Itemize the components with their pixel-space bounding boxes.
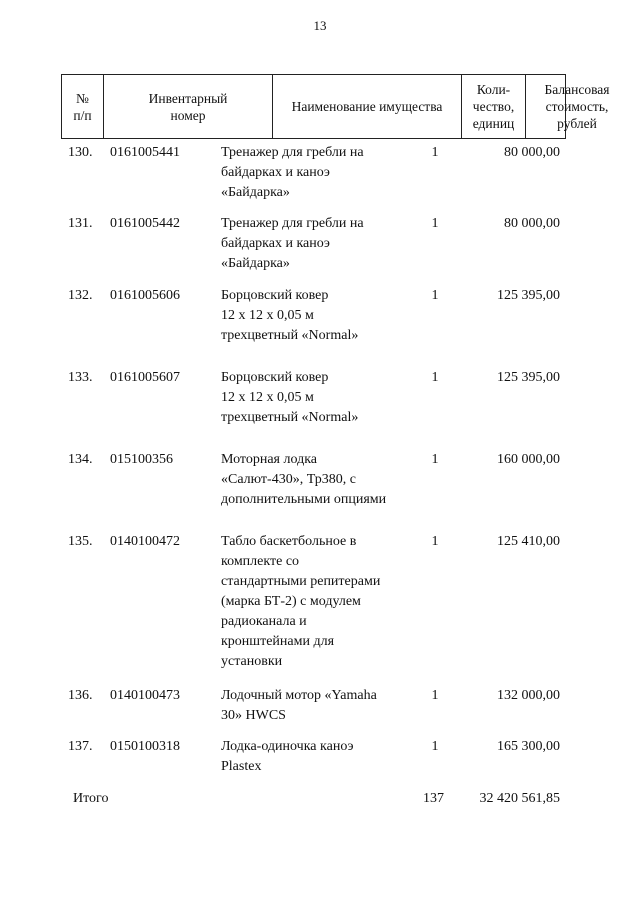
row-item-name-line: Лодка-одиночка каноэ [221, 739, 354, 754]
row-item-name-line: «Салют-430», Тр380, с [221, 472, 356, 487]
row-cost: 80 000,00 [504, 216, 560, 231]
row-inventory-number: 0161005441 [110, 145, 180, 160]
row-item-name-line: установки [221, 654, 283, 669]
row-item-name-line: байдарках и каноэ [221, 165, 330, 180]
row-item-name-line: стандартными репитерами [221, 574, 381, 589]
row-quantity: 1 [431, 370, 439, 385]
table-header [61, 74, 610, 139]
page-number: 13 [313, 18, 327, 33]
row-number: 137. [68, 739, 93, 754]
row-item-name-line: Моторная лодка [221, 452, 318, 467]
row-cost: 80 000,00 [504, 145, 560, 160]
row-quantity: 1 [431, 452, 439, 467]
row-number: 135. [68, 534, 93, 549]
header-qty: Коли- чество, единиц [462, 75, 526, 138]
row-item-name-line: Тренажер для гребли на [221, 145, 364, 160]
row-quantity: 1 [431, 739, 439, 754]
total-qty: 137 [423, 791, 444, 806]
header-name: Наименование имущества [273, 75, 462, 138]
row-quantity: 1 [431, 688, 439, 703]
total-cost: 32 420 561,85 [479, 791, 560, 806]
row-item-name-line: дополнительными опциями [221, 492, 387, 507]
row-inventory-number: 0140100472 [110, 534, 180, 549]
total-label: Итого [73, 791, 109, 806]
row-cost: 125 395,00 [497, 370, 560, 385]
row-quantity: 1 [431, 534, 439, 549]
row-number: 134. [68, 452, 93, 467]
row-item-name-line: Plastex [221, 759, 262, 774]
row-item-name-line: (марка БТ-2) с модулем [221, 594, 361, 609]
row-item-name-line: Лодочный мотор «Yamaha [221, 688, 377, 703]
row-number: 131. [68, 216, 93, 231]
header-inventory: Инвентарный номер [104, 75, 273, 138]
row-item-name-line: 12 х 12 х 0,05 м [221, 308, 314, 323]
row-item-name [221, 368, 406, 428]
row-item-name [221, 143, 406, 203]
row-inventory-number: 0150100318 [110, 739, 180, 754]
row-item-name-line: 30» HWCS [221, 708, 286, 723]
row-item-name-line: комплекте со [221, 554, 300, 569]
row-inventory-number: 015100356 [110, 452, 173, 467]
row-number: 132. [68, 288, 93, 303]
row-number: 133. [68, 370, 93, 385]
row-item-name-line: Табло баскетбольное в [221, 534, 357, 549]
header-cost: Балансовая стоимость, рублей [544, 82, 610, 131]
row-item-name-line: байдарках и каноэ [221, 236, 330, 251]
row-number: 130. [68, 145, 93, 160]
row-item-name [221, 450, 406, 510]
row-number: 136. [68, 688, 93, 703]
row-quantity: 1 [431, 145, 439, 160]
row-cost: 165 300,00 [497, 739, 560, 754]
row-item-name [221, 737, 406, 777]
row-item-name [221, 532, 406, 672]
row-item-name [221, 286, 406, 346]
row-quantity: 1 [431, 216, 439, 231]
row-inventory-number: 0161005442 [110, 216, 180, 231]
row-item-name-line: трехцветный «Normal» [221, 410, 359, 425]
row-item-name-line: «Байдарка» [221, 185, 290, 200]
row-inventory-number: 0161005607 [110, 370, 180, 385]
header-num: № п/п [62, 75, 104, 138]
row-inventory-number: 0161005606 [110, 288, 180, 303]
row-quantity: 1 [431, 288, 439, 303]
row-item-name-line: кронштейнами для [221, 634, 335, 649]
row-item-name-line: «Байдарка» [221, 256, 290, 271]
row-item-name-line: Борцовский ковер [221, 288, 329, 303]
row-cost: 125 395,00 [497, 288, 560, 303]
row-item-name [221, 686, 406, 726]
row-item-name-line: 12 х 12 х 0,05 м [221, 390, 314, 405]
row-item-name-line: Борцовский ковер [221, 370, 329, 385]
row-item-name-line: Тренажер для гребли на [221, 216, 364, 231]
row-cost: 125 410,00 [497, 534, 560, 549]
row-cost: 160 000,00 [497, 452, 560, 467]
row-inventory-number: 0140100473 [110, 688, 180, 703]
row-cost: 132 000,00 [497, 688, 560, 703]
row-item-name-line: радиоканала и [221, 614, 307, 629]
row-item-name [221, 214, 406, 274]
row-item-name-line: трехцветный «Normal» [221, 328, 359, 343]
